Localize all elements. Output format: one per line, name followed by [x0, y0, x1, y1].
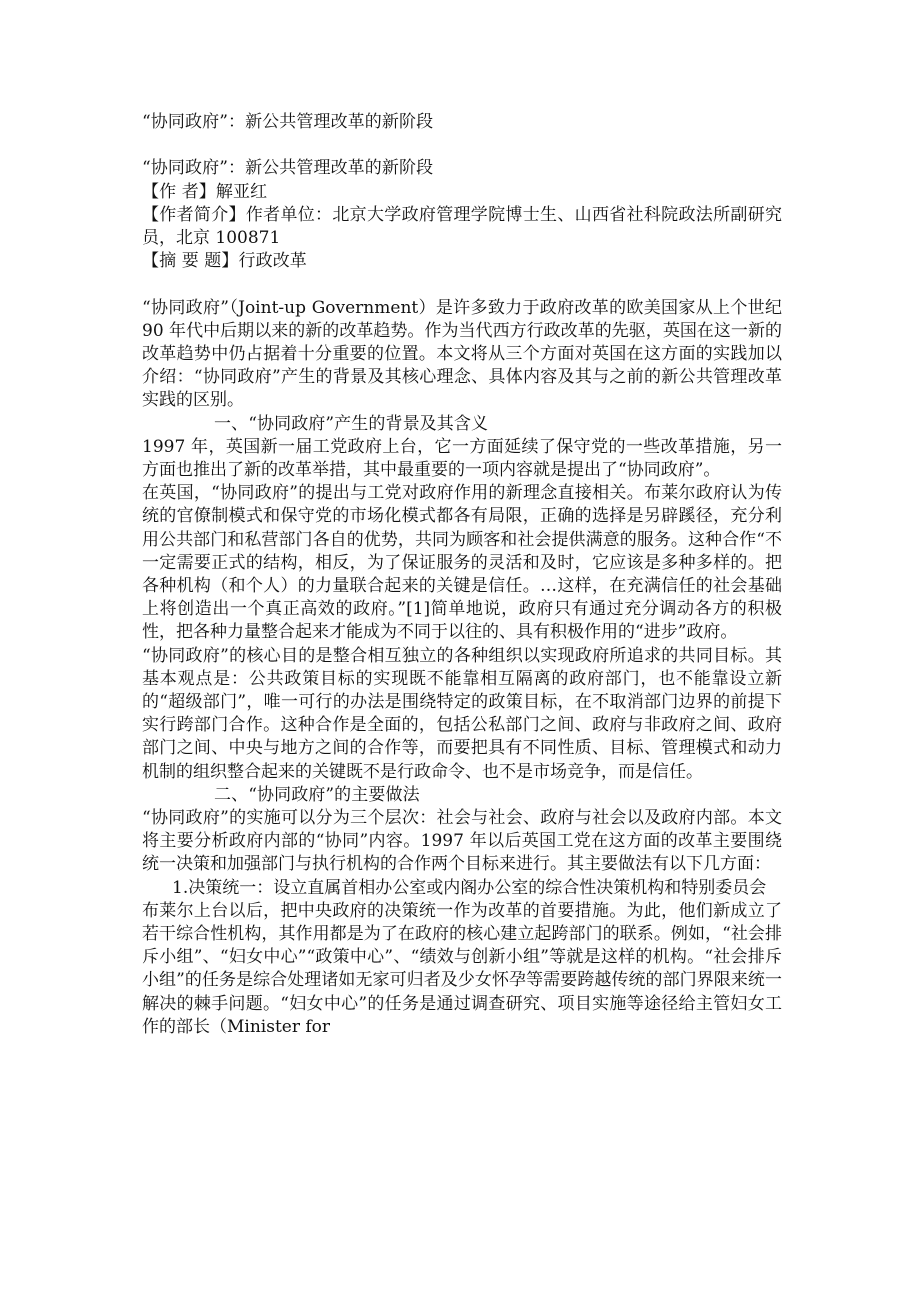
- section2-paragraph-2: 布莱尔上台以后，把中央政府的决策统一作为改革的首要措施。为此，他们新成立了若干综合性机构，其作用都是为了在政府的核心建立起跨部门的联系。例如，“社会排斥小组”、“妇女中心”“政策中心”、“绩效与创新小组”等就是这样的机构。“社会排斥小组”的任务是综合处理诸如无家可归者及少女怀孕等需要跨越传统的部门界限来统一解决的棘手问题。“妇女中心”的任务是通过调查研究、项目实施等途径给主管妇女工作的部长（Minister for: [142, 900, 782, 1037]
- section-heading-1: 一、“协同政府”产生的背景及其含义: [214, 413, 489, 434]
- spacer: [142, 273, 782, 296]
- author-bio: 【作者简介】作者单位：北京大学政府管理学院博士生、山西省社科院政法所副研究员，北京 100871: [142, 204, 782, 248]
- subsection-heading-1: 1.决策统一：设立直属首相办公室或内阁办公室的综合性决策机构和特别委员会: [172, 877, 767, 898]
- spacer: [142, 134, 782, 157]
- abstract-line: 【摘 要 题】行政改革: [142, 251, 307, 272]
- document-title: “协同政府”：新公共管理改革的新阶段: [142, 112, 434, 132]
- author-line: 【作 者】解亚红: [142, 181, 268, 202]
- section-heading-2: 二、“协同政府”的主要做法: [214, 784, 420, 805]
- document-page: [142, 111, 782, 1039]
- section2-paragraph-1: “协同政府”的实施可以分为三个层次：社会与社会、政府与社会以及政府内部。本文将主要分析政府内部的“协同”内容。1997 年以后英国工党在这方面的改革主要围绕统一决策和加强部门与执行机构的合作两个目标来进行。其主要做法有以下几方面：: [142, 808, 782, 875]
- section1-paragraph-2: 在英国，“协同政府”的提出与工党对政府作用的新理念直接相关。布莱尔政府认为传统的官僚制模式和保守党的市场化模式都各有局限，正确的选择是另辟蹊径，充分利用公共部门和私营部门各自的优势，共同为顾客和社会提供满意的服务。这种合作“不一定需要正式的结构，相反，为了保证服务的灵活和及时，它应该是多种多样的。把各种机构（和个人）的力量联合起来的关键是信任。…这样，在充满信任的社会基础上将创造出一个真正高效的政府。”[1]简单地说，政府只有通过充分调动各方的积极性，把各种力量整合起来才能成为不同于以往的、具有积极作用的“进步”政府。: [142, 483, 782, 643]
- intro-paragraph: “协同政府”（Joint-up Government）是许多致力于政府改革的欧美国家从上个世纪 90 年代中后期以来的新的改革趋势。作为当代西方行政改革的先驱，英国在这一新的改革趋势中仍占据着十分重要的位置。本文将从三个方面对英国在这方面的实践加以介绍：“协同政府”产生的背景及其核心理念、具体内容及其与之前的新公共管理改革实践的区别。: [142, 297, 782, 411]
- section1-paragraph-3: “协同政府”的核心目的是整合相互独立的各种组织以实现政府所追求的共同目标。其基本观点是：公共政策目标的实现既不能靠相互隔离的政府部门，也不能靠设立新的“超级部门”，唯一可行的办法是围绕特定的政策目标，在不取消部门边界的前提下实行跨部门合作。这种合作是全面的，包括公私部门之间、政府与非政府之间、政府部门之间、中央与地方之间的合作等，而要把具有不同性质、目标、管理模式和动力机制的组织整合起来的关键既不是行政命令、也不是市场竞争，而是信任。: [142, 645, 782, 782]
- article-title: “协同政府”：新公共管理改革的新阶段: [142, 158, 434, 179]
- section1-paragraph-1: 1997 年，英国新一届工党政府上台，它一方面延续了保守党的一些改革措施，另一方面也推出了新的改革举措，其中最重要的一项内容就是提出了“协同政府”。: [142, 436, 782, 481]
